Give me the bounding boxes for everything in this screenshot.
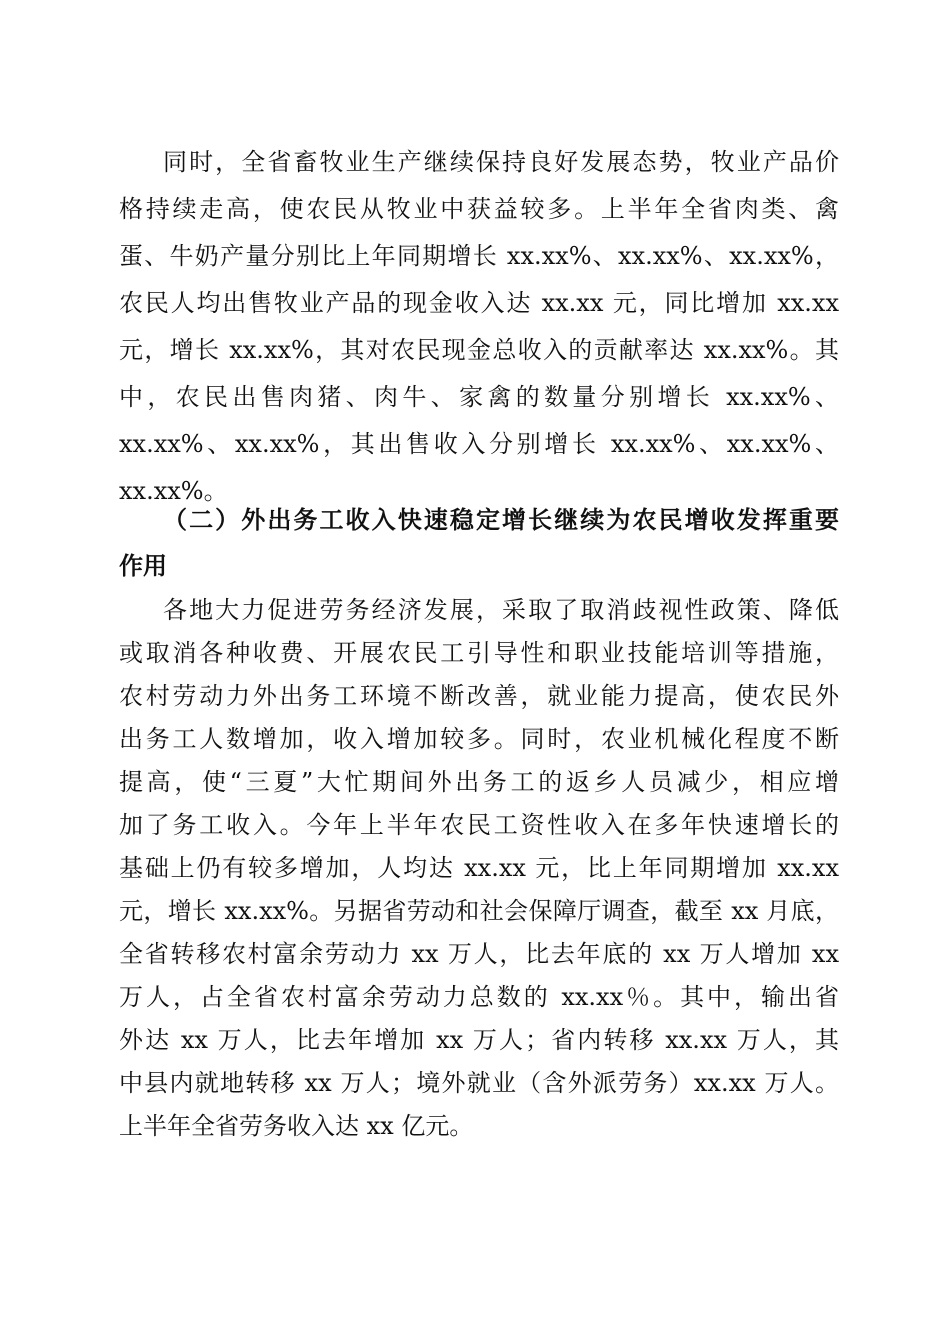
paragraph-line: 基础上仍有较多增加，人均达 xx.xx 元，比上年同期增加 xx.xx [119,854,839,882]
paragraph-line: xx.xx%。 [119,477,228,505]
paragraph-line: 同时，全省畜牧业生产继续保持良好发展态势，牧业产品价 [163,148,839,176]
paragraph-line: xx.xx%、xx.xx%，其出售收入分别增长 xx.xx%、xx.xx%、 [119,430,839,458]
paragraph-line: 万人，占全省农村富余劳动力总数的 xx.xx％。其中，输出省 [119,983,839,1011]
paragraph-line: 或取消各种收费、开展农民工引导性和职业技能培训等措施， [119,639,839,667]
paragraph-line: 元，增长 xx.xx%。另据省劳动和社会保障厅调查，截至 xx 月底， [119,897,839,925]
paragraph-line: 上半年全省劳务收入达 xx 亿元。 [119,1112,474,1140]
paragraph-line: 中，农民出售肉猪、肉牛、家禽的数量分别增长 xx.xx%、 [119,383,839,411]
paragraph-line: 各地大力促进劳务经济发展，采取了取消歧视性政策、降低 [163,596,839,624]
paragraph-line: 元，增长 xx.xx%，其对农民现金总收入的贡献率达 xx.xx%。其 [119,336,839,364]
paragraph-line: 加了务工收入。今年上半年农民工资性收入在多年快速增长的 [119,811,839,839]
heading-line: （二）外出务工收入快速稳定增长继续为农民增收发挥重要 [163,505,839,534]
paragraph-line: 中县内就地转移 xx 万人；境外就业（含外派劳务）xx.xx 万人。 [119,1069,839,1097]
paragraph-line: 格持续走高，使农民从牧业中获益较多。上半年全省肉类、禽 [119,195,839,223]
paragraph-line: 全省转移农村富余劳动力 xx 万人，比去年底的 xx 万人增加 xx [119,940,839,968]
paragraph-line: 农村劳动力外出务工环境不断改善，就业能力提高，使农民外 [119,682,839,710]
paragraph-line: 农民人均出售牧业产品的现金收入达 xx.xx 元，同比增加 xx.xx [119,289,839,317]
paragraph-line: 出务工人数增加，收入增加较多。同时，农业机械化程度不断 [119,725,839,753]
paragraph-line: 外达 xx 万人，比去年增加 xx 万人；省内转移 xx.xx 万人，其 [119,1026,839,1054]
heading-line: 作用 [119,551,167,580]
paragraph-line: 提高，使“三夏”大忙期间外出务工的返乡人员减少，相应增 [119,768,839,796]
paragraph-line: 蛋、牛奶产量分别比上年同期增长 xx.xx%、xx.xx%、xx.xx%， [119,242,839,270]
